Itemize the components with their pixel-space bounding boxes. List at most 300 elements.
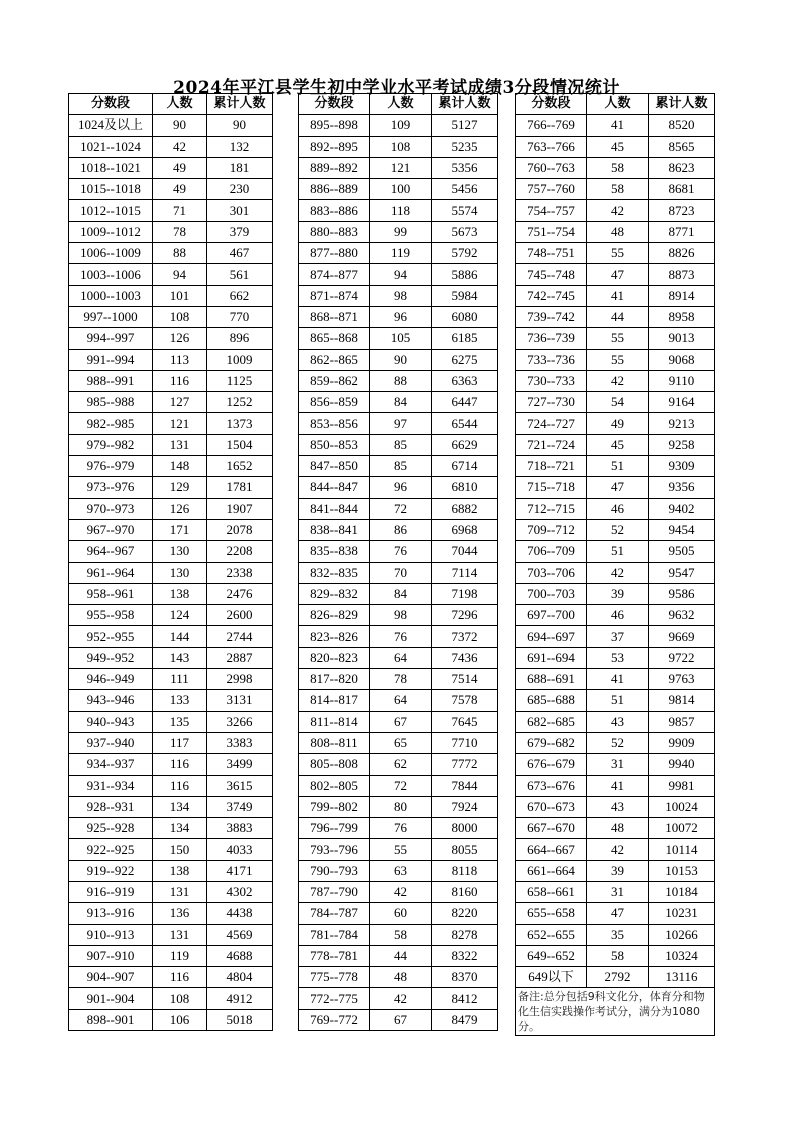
table-row [69,434,273,455]
score-range-cell: 799--802 [299,796,370,817]
score-range-cell: 904--907 [69,967,153,988]
count-cell: 135 [153,711,207,732]
cumulative-cell: 770 [207,306,273,327]
table-row [69,349,273,370]
cumulative-cell: 8565 [649,136,715,157]
table-row [69,243,273,264]
table-row [69,456,273,477]
table-row [516,860,715,881]
table-row [516,221,715,242]
table-row [69,775,273,796]
cumulative-cell: 7710 [432,732,498,753]
score-range-cell: 961--964 [69,562,153,583]
count-cell: 150 [153,839,207,860]
cumulative-cell: 467 [207,243,273,264]
score-range-cell: 949--952 [69,647,153,668]
cumulative-cell: 9857 [649,711,715,732]
table-row [69,711,273,732]
count-cell: 51 [587,456,649,477]
count-cell: 117 [153,732,207,753]
cumulative-cell: 5574 [432,200,498,221]
table-row [69,881,273,902]
cumulative-cell: 8118 [432,860,498,881]
table-row [69,796,273,817]
cumulative-header: 累计人数 [207,94,273,115]
score-range-cell: 787--790 [299,881,370,902]
count-cell: 76 [370,818,432,839]
cumulative-cell: 7436 [432,647,498,668]
count-cell: 127 [153,392,207,413]
cumulative-cell: 662 [207,285,273,306]
score-range-cell: 1021--1024 [69,136,153,157]
count-cell: 41 [587,115,649,136]
score-range-cell: 874--877 [299,264,370,285]
table-row [516,498,715,519]
count-cell: 49 [587,413,649,434]
count-cell: 58 [370,924,432,945]
count-cell: 55 [587,328,649,349]
table-row [516,285,715,306]
score-range-cell: 892--895 [299,136,370,157]
cumulative-cell: 7844 [432,775,498,796]
cumulative-cell: 9309 [649,456,715,477]
cumulative-cell: 8220 [432,903,498,924]
score-range-cell: 868--871 [299,306,370,327]
score-range-cell: 667--670 [516,818,587,839]
score-range-cell: 682--685 [516,711,587,732]
count-cell: 46 [587,605,649,626]
score-range-cell: 802--805 [299,775,370,796]
cumulative-cell: 6363 [432,370,498,391]
count-cell: 116 [153,967,207,988]
table-row [516,179,715,200]
table-row [299,370,498,391]
count-cell: 144 [153,626,207,647]
score-range-cell: 901--904 [69,988,153,1009]
cumulative-cell: 9632 [649,605,715,626]
count-cell: 113 [153,349,207,370]
cumulative-cell: 9164 [649,392,715,413]
count-cell: 55 [370,839,432,860]
score-range-cell: 709--712 [516,519,587,540]
table-row [516,818,715,839]
cumulative-cell: 7645 [432,711,498,732]
count-cell: 51 [587,541,649,562]
count-cell: 133 [153,690,207,711]
table-row [516,328,715,349]
count-cell: 94 [153,264,207,285]
count-cell: 78 [370,669,432,690]
count-cell: 51 [587,690,649,711]
count-header: 人数 [370,94,432,115]
cumulative-cell: 8681 [649,179,715,200]
cumulative-cell: 9356 [649,477,715,498]
count-cell: 64 [370,647,432,668]
count-cell: 109 [370,115,432,136]
cumulative-cell: 9013 [649,328,715,349]
score-range-cell: 853--856 [299,413,370,434]
score-range-cell: 973--976 [69,477,153,498]
count-cell: 116 [153,775,207,796]
cumulative-cell: 4033 [207,839,273,860]
table-row [516,967,715,988]
score-range-cell: 862--865 [299,349,370,370]
cumulative-cell: 1125 [207,370,273,391]
score-range-cell: 688--691 [516,669,587,690]
table-row [299,924,498,945]
count-cell: 143 [153,647,207,668]
score-range-cell: 1000--1003 [69,285,153,306]
table-row [516,669,715,690]
score-range-cell: 865--868 [299,328,370,349]
cumulative-cell: 9763 [649,669,715,690]
table-row [299,221,498,242]
count-cell: 94 [370,264,432,285]
score-range-cell: 820--823 [299,647,370,668]
cumulative-cell: 9454 [649,519,715,540]
count-cell: 48 [587,818,649,839]
score-range-cell: 1003--1006 [69,264,153,285]
score-range-cell: 724--727 [516,413,587,434]
table-row [516,562,715,583]
table-row [69,669,273,690]
cumulative-cell: 2078 [207,519,273,540]
table-row [69,306,273,327]
count-cell: 39 [587,583,649,604]
cumulative-cell: 1373 [207,413,273,434]
count-cell: 108 [370,136,432,157]
range-header: 分数段 [299,94,370,115]
score-range-cell: 823--826 [299,626,370,647]
table-row [69,903,273,924]
score-range-cell: 847--850 [299,456,370,477]
cumulative-cell: 13116 [649,967,715,988]
score-range-cell: 730--733 [516,370,587,391]
score-range-cell: 772--775 [299,988,370,1009]
cumulative-cell: 9110 [649,370,715,391]
count-cell: 47 [587,264,649,285]
table-row [69,541,273,562]
score-range-cell: 886--889 [299,179,370,200]
table-row [299,434,498,455]
cumulative-cell: 1781 [207,477,273,498]
count-cell: 106 [153,1009,207,1030]
count-cell: 88 [370,370,432,391]
cumulative-cell: 7514 [432,669,498,690]
cumulative-cell: 9213 [649,413,715,434]
cumulative-cell: 5456 [432,179,498,200]
table-row [299,328,498,349]
table-row [299,477,498,498]
table-row [69,328,273,349]
count-cell: 67 [370,1009,432,1030]
table-row [299,669,498,690]
count-cell: 45 [587,434,649,455]
score-range-cell: 991--994 [69,349,153,370]
cumulative-cell: 6080 [432,306,498,327]
cumulative-cell: 6810 [432,477,498,498]
count-cell: 124 [153,605,207,626]
table-row [69,626,273,647]
table-row [299,285,498,306]
count-cell: 37 [587,626,649,647]
table-row [299,796,498,817]
count-cell: 43 [587,711,649,732]
cumulative-cell: 5127 [432,115,498,136]
score-range-cell: 883--886 [299,200,370,221]
cumulative-cell: 8370 [432,967,498,988]
count-cell: 85 [370,434,432,455]
score-range-cell: 745--748 [516,264,587,285]
score-range-cell: 922--925 [69,839,153,860]
score-range-cell: 649--652 [516,945,587,966]
table-row [516,945,715,966]
count-cell: 71 [153,200,207,221]
score-range-cell: 871--874 [299,285,370,306]
score-range-cell: 907--910 [69,945,153,966]
count-cell: 2792 [587,967,649,988]
cumulative-cell: 8160 [432,881,498,902]
cumulative-cell: 2338 [207,562,273,583]
score-range-cell: 808--811 [299,732,370,753]
cumulative-cell: 6447 [432,392,498,413]
cumulative-cell: 6275 [432,349,498,370]
score-range-cell: 703--706 [516,562,587,583]
score-range-cell: 712--715 [516,498,587,519]
score-range-cell: 940--943 [69,711,153,732]
table-row [299,647,498,668]
count-cell: 121 [153,413,207,434]
count-cell: 98 [370,605,432,626]
score-range-cell: 985--988 [69,392,153,413]
count-cell: 99 [370,221,432,242]
score-range-cell: 835--838 [299,541,370,562]
score-range-cell: 691--694 [516,647,587,668]
note-row [516,988,715,1036]
score-range-cell: 1009--1012 [69,221,153,242]
cumulative-cell: 2600 [207,605,273,626]
score-range-cell: 970--973 [69,498,153,519]
cumulative-cell: 5886 [432,264,498,285]
count-cell: 58 [587,157,649,178]
table-row [69,498,273,519]
table-row [516,264,715,285]
cumulative-cell: 4688 [207,945,273,966]
score-range-cell: 976--979 [69,456,153,477]
count-cell: 116 [153,370,207,391]
cumulative-cell: 896 [207,328,273,349]
score-range-cell: 649以下 [516,967,587,988]
score-range-cell: 967--970 [69,519,153,540]
cumulative-cell: 3131 [207,690,273,711]
table-row [299,498,498,519]
cumulative-cell: 9586 [649,583,715,604]
count-cell: 62 [370,754,432,775]
cumulative-cell: 5235 [432,136,498,157]
count-cell: 84 [370,392,432,413]
count-cell: 42 [370,988,432,1009]
score-range-cell: 757--760 [516,179,587,200]
score-range-cell: 1012--1015 [69,200,153,221]
table-row [299,860,498,881]
count-cell: 138 [153,583,207,604]
cumulative-cell: 4569 [207,924,273,945]
table-row [516,200,715,221]
score-range-cell: 805--808 [299,754,370,775]
cumulative-cell: 6629 [432,434,498,455]
table-row [69,839,273,860]
score-range-cell: 790--793 [299,860,370,881]
cumulative-cell: 8771 [649,221,715,242]
cumulative-cell: 132 [207,136,273,157]
score-range-cell: 928--931 [69,796,153,817]
cumulative-cell: 3499 [207,754,273,775]
cumulative-cell: 2744 [207,626,273,647]
cumulative-cell: 5984 [432,285,498,306]
cumulative-cell: 7114 [432,562,498,583]
cumulative-cell: 9722 [649,647,715,668]
cumulative-cell: 8826 [649,243,715,264]
cumulative-cell: 1252 [207,392,273,413]
score-range-cell: 769--772 [299,1009,370,1030]
score-range-cell: 814--817 [299,690,370,711]
count-cell: 121 [370,157,432,178]
score-range-cell: 850--853 [299,434,370,455]
table-row [299,945,498,966]
table-row [516,115,715,136]
table-row [299,775,498,796]
cumulative-cell: 10114 [649,839,715,860]
cumulative-cell: 9258 [649,434,715,455]
table-row [69,157,273,178]
count-cell: 31 [587,754,649,775]
range-header: 分数段 [69,94,153,115]
cumulative-cell: 6882 [432,498,498,519]
count-cell: 55 [587,243,649,264]
table-row [69,647,273,668]
table-row [69,818,273,839]
count-cell: 45 [587,136,649,157]
count-cell: 80 [370,796,432,817]
count-cell: 42 [370,881,432,902]
table-row [299,136,498,157]
count-cell: 63 [370,860,432,881]
count-cell: 136 [153,903,207,924]
table-row [299,179,498,200]
score-range-cell: 793--796 [299,839,370,860]
cumulative-cell: 1652 [207,456,273,477]
count-cell: 126 [153,498,207,519]
table-row [516,306,715,327]
table-row [516,243,715,264]
count-cell: 41 [587,775,649,796]
count-cell: 105 [370,328,432,349]
cumulative-cell: 9669 [649,626,715,647]
cumulative-cell: 10072 [649,818,715,839]
cumulative-cell: 7772 [432,754,498,775]
table-row [69,945,273,966]
table-row [299,115,498,136]
table-row [69,988,273,1009]
count-cell: 134 [153,796,207,817]
score-range-cell: 736--739 [516,328,587,349]
score-range-cell: 742--745 [516,285,587,306]
score-range-cell: 982--985 [69,413,153,434]
score-range-cell: 718--721 [516,456,587,477]
table-row [299,818,498,839]
count-cell: 129 [153,477,207,498]
count-header: 人数 [587,94,649,115]
table-row [299,456,498,477]
count-cell: 52 [587,519,649,540]
cumulative-cell: 7924 [432,796,498,817]
cumulative-cell: 9909 [649,732,715,753]
score-range-cell: 916--919 [69,881,153,902]
table-row [516,370,715,391]
score-range-cell: 994--997 [69,328,153,349]
table-row [516,477,715,498]
score-table-middle [298,93,498,1031]
count-cell: 100 [370,179,432,200]
table-row [516,136,715,157]
count-cell: 46 [587,498,649,519]
score-table-left [68,93,273,1031]
table-row [69,264,273,285]
cumulative-cell: 10324 [649,945,715,966]
count-cell: 58 [587,179,649,200]
cumulative-cell: 10184 [649,881,715,902]
cumulative-cell: 5673 [432,221,498,242]
table-row [69,967,273,988]
count-cell: 48 [370,967,432,988]
table-row [299,519,498,540]
count-cell: 65 [370,732,432,753]
table-row [299,988,498,1009]
count-cell: 42 [587,839,649,860]
count-cell: 86 [370,519,432,540]
table-row [516,519,715,540]
count-cell: 131 [153,881,207,902]
cumulative-cell: 8322 [432,945,498,966]
table-row [516,690,715,711]
score-range-cell: 754--757 [516,200,587,221]
score-range-cell: 910--913 [69,924,153,945]
cumulative-cell: 230 [207,179,273,200]
cumulative-cell: 3615 [207,775,273,796]
cumulative-cell: 5018 [207,1009,273,1030]
score-range-cell: 898--901 [69,1009,153,1030]
table-row [69,285,273,306]
cumulative-cell: 10231 [649,903,715,924]
score-range-cell: 781--784 [299,924,370,945]
cumulative-cell: 2998 [207,669,273,690]
table-row [69,136,273,157]
cumulative-header: 累计人数 [649,94,715,115]
score-range-cell: 895--898 [299,115,370,136]
count-cell: 72 [370,498,432,519]
count-cell: 60 [370,903,432,924]
table-row [69,179,273,200]
count-cell: 131 [153,434,207,455]
score-range-cell: 685--688 [516,690,587,711]
note-text: 备注:总分包括9科文化分，体育分和物化生信实践操作考试分，满分为1080分。 [516,988,715,1036]
cumulative-cell: 7296 [432,605,498,626]
cumulative-cell: 8914 [649,285,715,306]
count-cell: 58 [587,945,649,966]
score-range-cell: 664--667 [516,839,587,860]
score-range-cell: 931--934 [69,775,153,796]
table-row [299,1009,498,1030]
